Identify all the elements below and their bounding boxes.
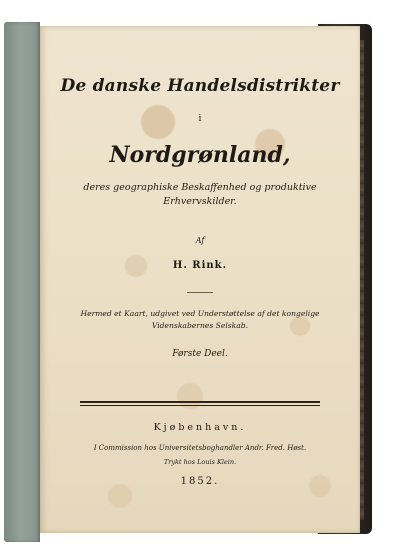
author-name: H. Rink. <box>172 260 228 271</box>
volume-label: Første Deel. <box>172 349 228 359</box>
double-rule-bottom <box>80 405 320 406</box>
note-line-2: Videnskabernes Selskab. <box>151 321 249 330</box>
connector-word: i <box>198 114 202 124</box>
by-label: Af <box>195 236 205 245</box>
publication-year: 1852. <box>180 476 220 487</box>
title-page <box>40 26 360 533</box>
publisher-line: I Commission hos Universitetsboghandler Andr. Fred. Høst. <box>93 444 307 452</box>
region-title: Nordgrønland, <box>109 142 291 168</box>
book-front-cover <box>4 22 40 542</box>
short-divider <box>187 292 213 293</box>
double-rule-top <box>80 401 320 403</box>
city-imprint: Kjøbenhavn. <box>153 422 247 433</box>
printer-line: Trykt hos Louis Klein. <box>163 458 237 466</box>
note-line-1: Hermed et Kaart, udgivet ved Understøttelse af det kongelige <box>80 309 320 318</box>
title-line: De danske Handelsdistrikter <box>60 76 340 96</box>
subtitle-line-1: deres geographiske Beskaffenhed og produktive <box>83 182 317 193</box>
subtitle-line-2: Erhvervskilder. <box>163 196 237 207</box>
